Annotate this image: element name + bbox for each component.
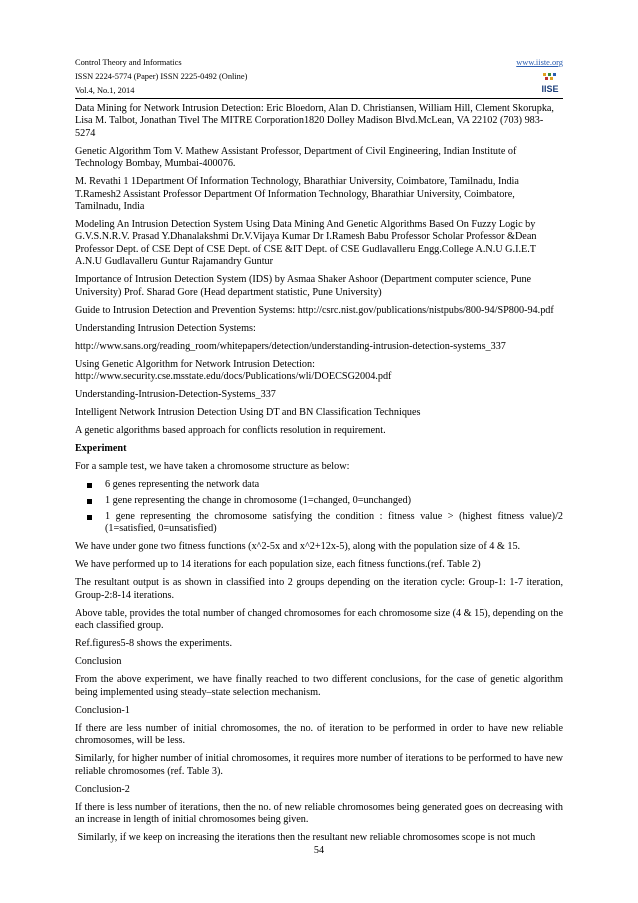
experiment-paragraph-5: Ref.figures5-8 shows the experiments. <box>75 638 233 650</box>
svg-text:IISE: IISE <box>541 84 559 94</box>
experiment-paragraph-1: We have under gone two fitness functions (x^2-5x and x^2+12x-5), along with the population size of 4 & 15. <box>75 541 521 553</box>
journal-name: Control Theory and Informatics <box>75 58 182 67</box>
experiment-paragraph-2: We have performed up to 14 iterations for each population size, each fitness functions.(ref. Table 2) <box>75 559 481 571</box>
reference-3: M. Revathi 1 1Department Of Information Technology, Bharathiar University, Coimbatore, Tamilnadu, India T.Ramesh2 Assistant Professor Department Of Information Technology, Bharathiar University, Coimbatore, Tamilnadu, India <box>75 176 519 213</box>
list-item: 6 genes representing the network data <box>75 479 563 491</box>
bullet-icon <box>87 515 92 520</box>
reference-10: Understanding-Intrusion-Detection-Systems_337 <box>75 389 276 401</box>
iiste-logo-icon <box>537 72 563 96</box>
reference-8: http://www.sans.org/reading_room/whitepapers/detection/understanding-intrusion-detection-systems_337 <box>75 340 506 352</box>
issn-line: ISSN 2224-5774 (Paper) ISSN 2225-0492 (Online) <box>75 72 248 81</box>
experiment-heading: Experiment <box>75 443 127 455</box>
bullet-icon <box>87 499 92 504</box>
conclusion-heading: Conclusion <box>75 656 122 668</box>
reference-1: Data Mining for Network Intrusion Detection: Eric Bloedorn, Alan D. Christiansen, William Hill, Clement Skorupka, Lisa M. Talbot, Jonathan Tivel The MITRE Corporation1820 Dolley Madison Blvd.McLean, VA 22102 (703) 983-5274 <box>75 103 554 139</box>
conclusion-2-heading: Conclusion-2 <box>75 783 130 795</box>
reference-4: Modeling An Intrusion Detection System Using Data Mining And Genetic Algorithms Based On Fuzzy Logic by G.V.S.N.R.V. Prasad Y.Dhanalakshmi Dr.V.Vijaya Kumar Dr I.Ramesh Babu Professor Scholar Professor &Dean Professor Dept. of CSE Dept of CSE Dept. of CSE &IT Dept. of CSE Gudlavalleru Engg.College A.N.U G.I.E.T A.N.U Gudlavalleru Guntur Rajamandry Guntur <box>75 219 537 268</box>
page-header <box>75 56 563 98</box>
conclusion-1-paragraph-2: Similarly, for higher number of initial chromosomes, it requires more number of iterations to be performed to have new reliable chromosomes (ref. Table 3). <box>75 753 563 777</box>
bullet-icon <box>87 483 92 488</box>
conclusion-1-heading: Conclusion-1 <box>75 704 130 716</box>
conclusion-intro: From the above experiment, we have finally reached to two different conclusions, for the case of genetic algorithm being implemented using steady–state selection mechanism. <box>75 674 563 698</box>
conclusion-1-paragraph-1: If there are less number of initial chromosomes, the no. of iteration to be performed in order to have new reliable chromosomes, will be less. <box>75 722 563 747</box>
journal-url-link[interactable]: www.iiste.org <box>516 58 563 67</box>
reference-9: Using Genetic Algorithm for Network Intrusion Detection: http://www.security.cse.msstate.edu/docs/Publications/wli/DOECSG2004.pdf <box>75 358 392 383</box>
experiment-paragraph-4: Above table, provides the total number of changed chromosomes for each chromosome size (4 & 15), depending on the each classified group. <box>75 607 563 632</box>
gene-list <box>75 479 563 536</box>
conclusion-2-paragraph-1: If there is less number of iterations, then the no. of new reliable chromosomes being generated goes on decreasing with an increase in length of initial chromosomes being given. <box>75 801 563 825</box>
page-body <box>75 103 563 850</box>
experiment-intro: For a sample test, we have taken a chromosome structure as below: <box>75 461 350 473</box>
experiment-paragraph-3: The resultant output is as shown in classified into 2 groups depending on the iteration cycle: Group-1: 1-7 iteration, Group-2:8-14 iterations. <box>75 577 563 601</box>
reference-2: Genetic Algorithm Tom V. Mathew Assistant Professor, Department of Civil Engineering, Indian Institute of Technology Bombay, Mumbai-400076. <box>75 145 517 170</box>
list-item: 1 gene representing the change in chromosome (1=changed, 0=unchanged) <box>75 495 563 507</box>
reference-7: Understanding Intrusion Detection Systems: <box>75 322 256 334</box>
reference-11: Intelligent Network Intrusion Detection Using DT and BN Classification Techniques <box>75 407 421 419</box>
reference-5: Importance of Intrusion Detection System (IDS) by Asmaa Shaker Ashoor (Department computer science, Pune University) Prof. Sharad Gore (Head department statistic, Pune University) <box>75 274 532 298</box>
volume-line: Vol.4, No.1, 2014 <box>75 86 135 95</box>
header-rule <box>75 98 563 99</box>
list-item: 1 gene representing the chromosome satisfying the condition : fitness value > (highest fitness value)/2 (1=satisfied, 0=unsatisfied) <box>75 511 563 536</box>
reference-12: A genetic algorithms based approach for conflicts resolution in requirement. <box>75 425 386 437</box>
reference-6: Guide to Intrusion Detection and Prevention Systems: http://csrc.nist.gov/publications/nistpubs/800-94/SP800-94.pdf <box>75 304 554 316</box>
page-number: 54 <box>313 845 325 856</box>
conclusion-2-paragraph-2: Similarly, if we keep on increasing the iterations then the resultant new reliable chromosomes scope is not much <box>75 831 536 843</box>
